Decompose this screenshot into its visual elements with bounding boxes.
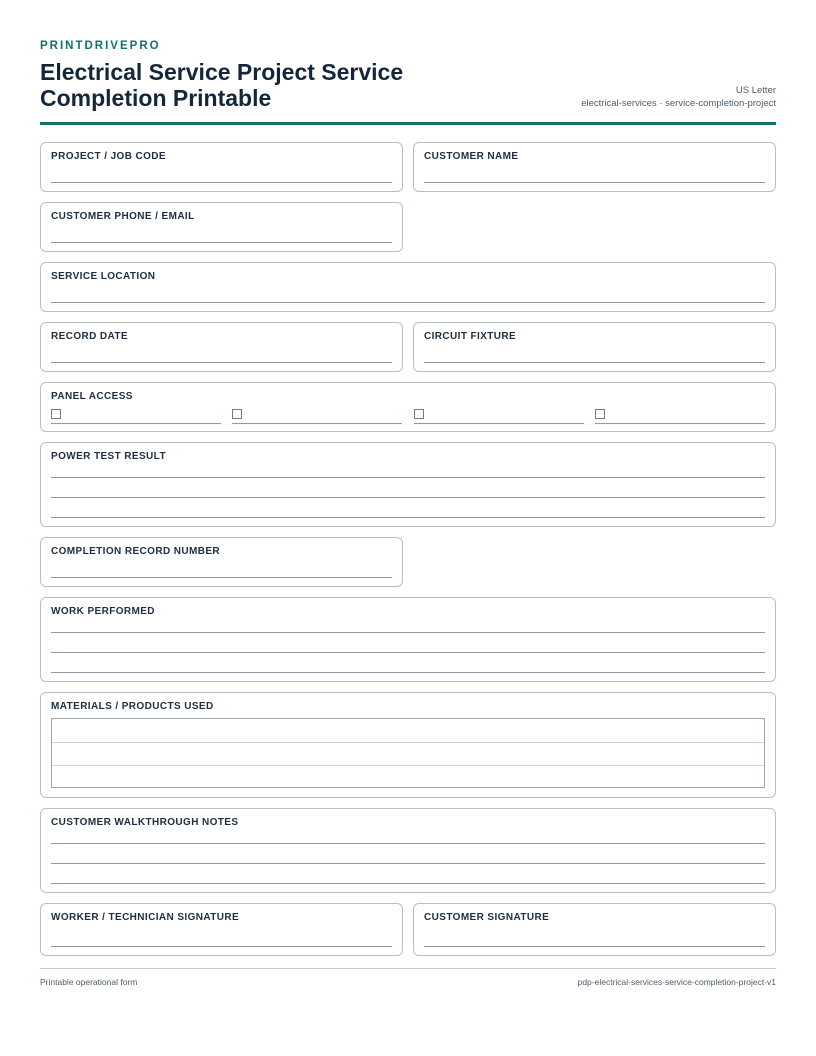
work-performed-field — [40, 597, 776, 682]
write-line[interactable] — [51, 577, 392, 578]
checkbox-write-line[interactable] — [414, 423, 584, 424]
field-label: POWER TEST RESULT — [51, 451, 166, 462]
field-label: PROJECT / JOB CODE — [51, 151, 166, 162]
checkbox-option — [51, 409, 221, 424]
customer-walkthrough-notes-field — [40, 808, 776, 893]
write-line[interactable] — [51, 632, 765, 633]
write-line[interactable] — [51, 843, 765, 844]
page-title: Electrical Service Project Service Completion Printable — [40, 59, 404, 111]
customer-phone-email-field — [40, 202, 403, 252]
document-meta — [581, 84, 776, 110]
signature-line[interactable] — [424, 946, 765, 947]
panel-access-field — [40, 382, 776, 432]
field-label: MATERIALS / PRODUCTS USED — [51, 701, 214, 712]
field-label: WORKER / TECHNICIAN SIGNATURE — [51, 912, 240, 923]
checkbox[interactable] — [414, 409, 424, 419]
materials-products-used-field — [40, 692, 776, 798]
service-location-field — [40, 262, 776, 312]
customer-signature-field — [413, 903, 776, 956]
header-rule — [40, 122, 776, 125]
write-line[interactable] — [51, 182, 392, 183]
checkbox-write-line[interactable] — [232, 423, 402, 424]
write-line[interactable] — [51, 672, 765, 673]
power-test-result-field — [40, 442, 776, 527]
signature-line[interactable] — [51, 946, 392, 947]
checkbox[interactable] — [595, 409, 605, 419]
write-line[interactable] — [51, 477, 765, 478]
field-label: RECORD DATE — [51, 331, 128, 342]
table-row-divider — [52, 742, 764, 743]
field-label: CUSTOMER NAME — [424, 151, 519, 162]
write-line[interactable] — [51, 517, 765, 518]
write-line[interactable] — [51, 242, 392, 243]
footer-rule — [40, 968, 776, 969]
write-line[interactable] — [51, 497, 765, 498]
field-label: CUSTOMER PHONE / EMAIL — [51, 211, 195, 222]
checkbox[interactable] — [51, 409, 61, 419]
checkbox-option — [414, 409, 584, 424]
footer-note: Printable operational form — [40, 977, 138, 987]
write-line[interactable] — [51, 652, 765, 653]
circuit-fixture-field — [413, 322, 776, 372]
write-line[interactable] — [51, 362, 392, 363]
table-row-divider — [52, 765, 764, 766]
form-identifier: pdp-electrical-services-service-completion-project-v1 — [577, 977, 776, 987]
field-label: COMPLETION RECORD NUMBER — [51, 546, 221, 557]
field-label: CIRCUIT FIXTURE — [424, 331, 517, 342]
checkbox[interactable] — [232, 409, 242, 419]
paper-size: US Letter — [735, 85, 776, 96]
brand-name: PRINTDRIVEPRO — [40, 40, 161, 52]
customer-name-field — [413, 142, 776, 192]
worker-technician-signature-field — [40, 903, 403, 956]
project-job-code-field — [40, 142, 403, 192]
field-label: PANEL ACCESS — [51, 391, 133, 402]
field-label: CUSTOMER WALKTHROUGH NOTES — [51, 817, 239, 828]
field-label: WORK PERFORMED — [51, 606, 155, 617]
write-line[interactable] — [51, 302, 765, 303]
document-path: electrical-services · service-completion-project — [581, 98, 776, 109]
checkbox-option — [595, 409, 765, 424]
write-line[interactable] — [424, 182, 765, 183]
write-line[interactable] — [424, 362, 765, 363]
record-date-field — [40, 322, 403, 372]
completion-record-number-field — [40, 537, 403, 587]
write-line[interactable] — [51, 863, 765, 864]
checkbox-option — [232, 409, 402, 424]
field-label: CUSTOMER SIGNATURE — [424, 912, 550, 923]
materials-table — [51, 718, 765, 788]
write-line[interactable] — [51, 883, 765, 884]
checkbox-write-line[interactable] — [595, 423, 765, 424]
field-label: SERVICE LOCATION — [51, 271, 156, 282]
checkbox-write-line[interactable] — [51, 423, 221, 424]
